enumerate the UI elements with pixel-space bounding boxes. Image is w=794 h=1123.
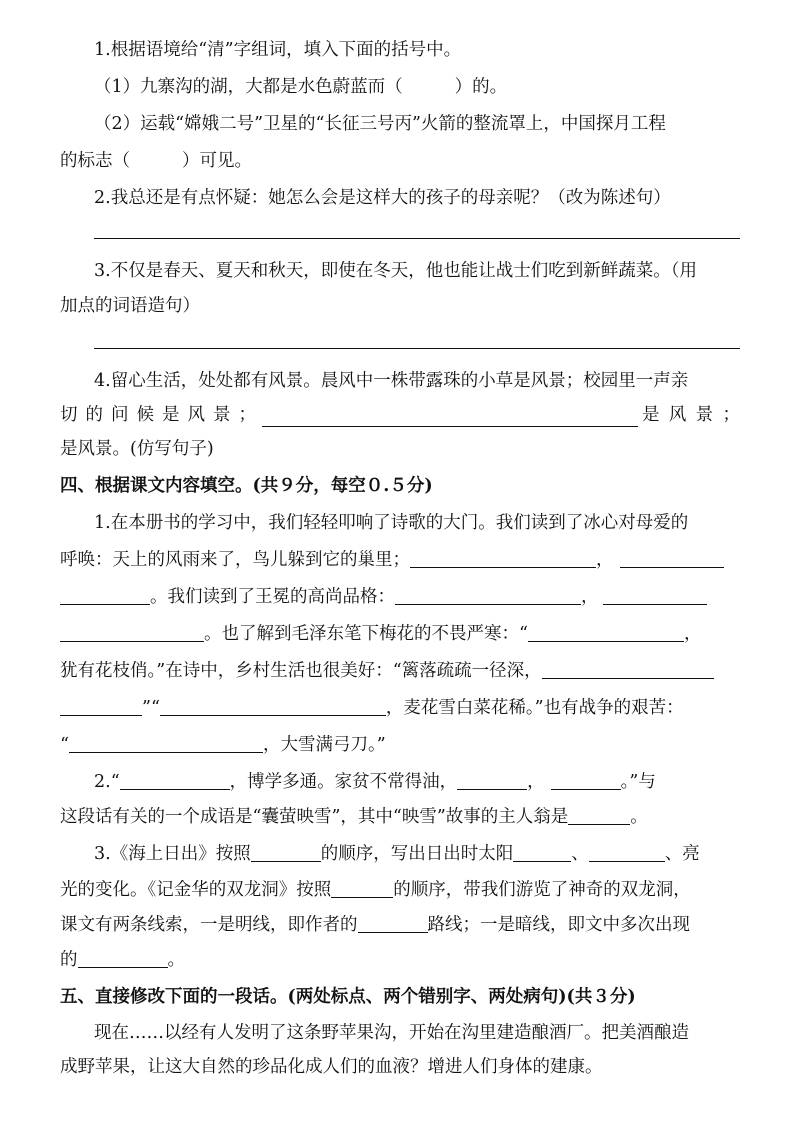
- blank-underline[interactable]: [262, 408, 638, 427]
- blank-underline[interactable]: [620, 549, 724, 568]
- blank-underline[interactable]: [457, 771, 527, 790]
- question-1-2-line1: （2）运载“嫦娥二号”卫星的“长征三号丙”火箭的整流罩上，中国探月工程: [94, 114, 666, 134]
- s4-q1-line4: 。也了解到毛泽东笔下梅花的不畏严寒：“ ，: [60, 622, 740, 646]
- question-4-line2: [60, 403, 740, 427]
- s4-q1-line5: 犹有花枝俏。”在诗中，乡村生活也很美好：“篱落疏疏一径深，: [60, 659, 740, 683]
- answer-line[interactable]: [94, 238, 740, 239]
- question-3-line2: 加点的词语造句）: [60, 296, 200, 316]
- s4-q1-line1: 1.在本册书的学习中，我们轻轻叩响了诗歌的大门。我们读到了冰心对母爱的: [94, 513, 689, 533]
- s4-q2-line1: 2.“ ，博学多通。家贫不常得油， ， 。”与: [94, 772, 656, 792]
- blank-underline[interactable]: [78, 949, 168, 968]
- spaced-text: 切 的 问 候 是 风 景 ；: [60, 405, 256, 425]
- blank-underline[interactable]: [513, 843, 571, 862]
- s4-q3-line3: 课文有两条线索，一是明线，即作者的 路线；一是暗线，即文中多次出现: [60, 915, 690, 935]
- s4-q3-line2: 光的变化。《记金华的双龙洞》按照 的顺序，带我们游览了神奇的双龙洞，: [60, 880, 691, 900]
- blank-underline[interactable]: [395, 586, 581, 605]
- section-5-heading: 五、直接修改下面的一段话。(两处标点、两个错别字、两处病句)(共３分): [60, 987, 636, 1007]
- s4-q1-line7: “ ，大雪满弓刀。”: [60, 735, 386, 755]
- blank-underline[interactable]: [331, 879, 393, 898]
- blank-underline[interactable]: [528, 623, 684, 642]
- s5-paragraph-line2: 成野苹果，让这大自然的珍品化成人们的血液？增进人们身体的建康。: [60, 1057, 603, 1077]
- question-3-line1: 3.不仅是春天、夏天和秋天，即使在冬天，他也能让战士们吃到新鲜蔬菜。（用: [94, 261, 697, 281]
- s4-q3-line4: 的 。: [60, 950, 185, 970]
- spaced-text: 是 风 景 ；: [642, 405, 740, 425]
- blank-underline[interactable]: [160, 697, 386, 716]
- s5-paragraph-line1: 现在……以经有人发明了这条野苹果沟，开始在沟里建造酿酒厂。把美酒酿造: [94, 1023, 689, 1043]
- blank-underline[interactable]: [410, 549, 596, 568]
- blank-underline[interactable]: [120, 771, 230, 790]
- question-1-1: （1）九寨沟的湖，大都是水色蔚蓝而（ ）的。: [94, 77, 508, 97]
- blank-underline[interactable]: [69, 734, 263, 753]
- question-4-line3: 是风景。(仿写句子): [60, 439, 214, 459]
- question-1-prompt: 1.根据语境给“清”字组词，填入下面的括号中。: [94, 40, 462, 60]
- answer-line[interactable]: [94, 348, 740, 349]
- question-1-2-line2: 的标志（ ）可见。: [60, 151, 252, 171]
- blank-underline[interactable]: [60, 623, 204, 642]
- blank-underline[interactable]: [551, 771, 621, 790]
- section-4-heading: 四、根据课文内容填空。(共９分，每空０.５分): [60, 476, 433, 496]
- question-4-line1: 4.留心生活，处处都有风景。晨风中一株带露珠的小草是风景；校园里一声亲: [94, 371, 689, 391]
- question-2-prompt: 2.我总还是有点怀疑：她怎么会是这样大的孩子的母亲呢？（改为陈述句）: [94, 188, 671, 208]
- blank-underline[interactable]: [60, 586, 150, 605]
- blank-underline[interactable]: [589, 843, 665, 862]
- s4-q1-line3: 。我们读到了王冕的高尚品格： ，: [60, 585, 740, 609]
- blank-underline[interactable]: [568, 806, 630, 825]
- s4-q2-line2: 这段话有关的一个成语是“囊萤映雪”，其中“映雪”故事的主人翁是 。: [60, 807, 648, 827]
- blank-underline[interactable]: [603, 586, 707, 605]
- s4-q1-line2: 呼唤：天上的风雨来了，鸟儿躲到它的巢里； ，: [60, 548, 740, 572]
- s4-q1-line6: ”“ ，麦花雪白菜花稀。”也有战争的艰苦：: [60, 696, 740, 720]
- blank-underline[interactable]: [251, 843, 321, 862]
- s4-q3-line1: 3.《海上日出》按照 的顺序，写出日出时太阳 、 、亮: [94, 844, 700, 864]
- blank-underline[interactable]: [358, 914, 428, 933]
- blank-underline[interactable]: [60, 697, 142, 716]
- blank-underline[interactable]: [542, 660, 714, 679]
